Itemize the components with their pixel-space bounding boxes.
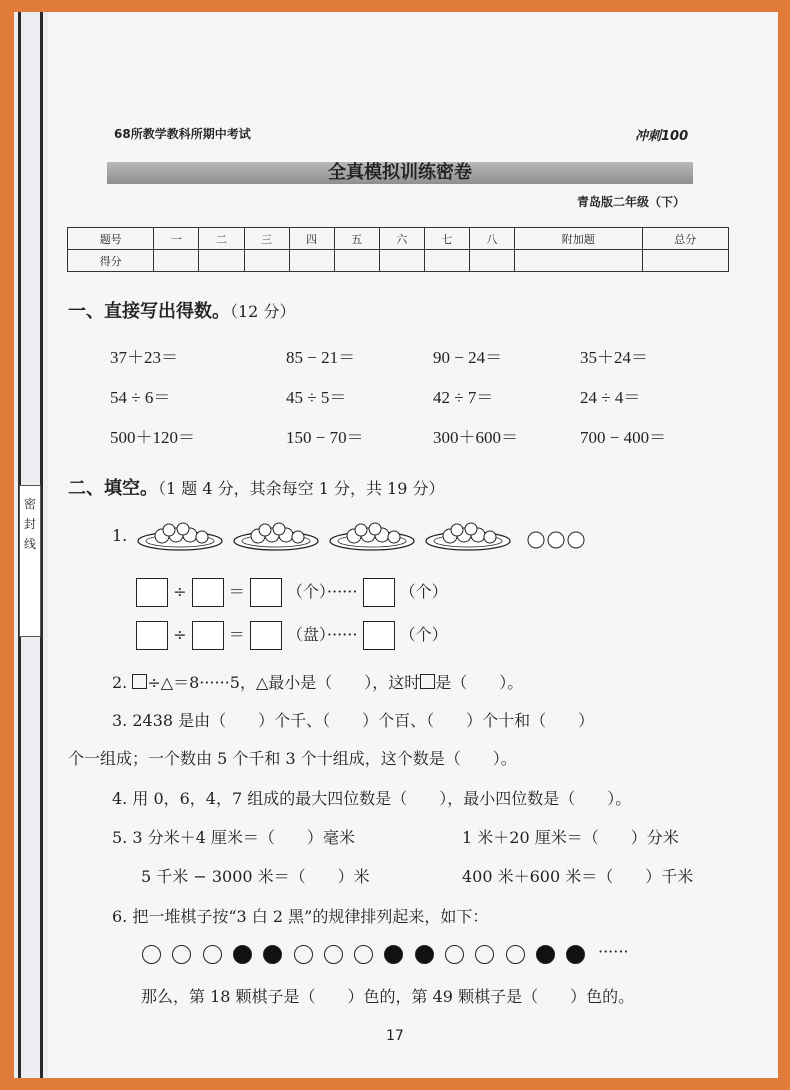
black-stone <box>233 945 252 964</box>
section-2-heading <box>68 474 445 500</box>
table-cell: 题号 <box>68 228 154 250</box>
seal-line-label: 密 封 线 <box>19 485 41 637</box>
score-input-cell[interactable] <box>642 250 728 272</box>
math-problem: 24 ÷ 4＝ <box>580 388 641 407</box>
score-input-cell[interactable] <box>514 250 642 272</box>
unit-label: （个） <box>399 582 448 601</box>
division-row-2 <box>136 621 448 650</box>
table-cell: 六 <box>379 228 424 250</box>
question-4: 4. 用 0，6，4，7 组成的最大四位数是（ ），最小四位数是（ ）。 <box>112 789 632 808</box>
apple-plate-illustration <box>136 521 224 551</box>
question-number: 1. <box>112 526 128 545</box>
question-5-part-a: 5. 3 分米＋4 厘米＝（ ）毫米 <box>112 828 355 847</box>
white-stone <box>445 945 464 964</box>
math-problem: 42 ÷ 7＝ <box>433 388 494 407</box>
math-problem: 54 ÷ 6＝ <box>110 388 171 407</box>
answer-box[interactable] <box>363 621 395 650</box>
apple-plate-illustration <box>232 521 320 551</box>
question-6-answer: 那么，第 18 颗棋子是（ ）色的，第 49 颗棋子是（ ）色的。 <box>141 987 635 1006</box>
section-title: 二、填空。 <box>68 478 158 499</box>
score-input-cell[interactable] <box>334 250 379 272</box>
score-input-cell[interactable] <box>244 250 289 272</box>
apple-plate-illustration <box>424 521 512 551</box>
question-text: ÷△＝8······5，△最小是（ ），这时 <box>147 673 421 692</box>
math-problem: 45 ÷ 5＝ <box>286 388 347 407</box>
page-title: 全真模拟训练密卷 <box>328 162 472 183</box>
score-table <box>67 227 729 272</box>
answer-box[interactable] <box>250 621 282 650</box>
math-problem: 85 − 21＝ <box>286 348 356 367</box>
question-text: 是（ ）。 <box>435 673 524 692</box>
table-cell: 二 <box>199 228 244 250</box>
question-5-part-d: 400 米＋600 米＝（ ）千米 <box>462 867 694 886</box>
unit-label: （个） <box>399 625 448 644</box>
white-stone <box>294 945 313 964</box>
question-5-part-c: 5 千米 − 3000 米＝（ ）米 <box>141 867 370 886</box>
answer-box[interactable] <box>250 578 282 607</box>
section-1-heading <box>68 297 295 323</box>
operator: ÷ <box>173 625 187 644</box>
table-cell: 七 <box>424 228 469 250</box>
table-cell: 三 <box>244 228 289 250</box>
white-stone <box>324 945 343 964</box>
loose-apples-illustration <box>526 530 590 550</box>
score-input-cell[interactable] <box>379 250 424 272</box>
score-input-cell[interactable] <box>154 250 199 272</box>
title-bar <box>107 162 693 184</box>
black-stone <box>536 945 555 964</box>
table-cell: 八 <box>469 228 514 250</box>
table-cell: 附加题 <box>514 228 642 250</box>
white-stone <box>506 945 525 964</box>
answer-box[interactable] <box>192 621 224 650</box>
black-stone <box>415 945 434 964</box>
question-3-line-2: 个一组成；一个数由 5 个千和 3 个十组成，这个数是（ ）。 <box>68 749 517 768</box>
white-stone <box>142 945 161 964</box>
math-problem: 300＋600＝ <box>433 428 518 447</box>
score-input-cell[interactable] <box>289 250 334 272</box>
section-points: （1 题 4 分，其余每空 1 分，共 19 分） <box>158 479 445 498</box>
question-number: 2. <box>112 673 128 692</box>
operator: ÷ <box>173 582 187 601</box>
score-input-cell[interactable] <box>424 250 469 272</box>
exam-source: 68所教学教科所期中考试 <box>114 127 251 141</box>
section-title: 一、直接写出得数。 <box>68 301 230 322</box>
table-cell: 总分 <box>642 228 728 250</box>
square-symbol <box>420 674 435 689</box>
question-6: 6. 把一堆棋子按“3 白 2 黑”的规律排列起来，如下： <box>112 907 489 926</box>
unit-label: （盘）······ <box>286 625 358 644</box>
edition-label: 青岛版二年级（下） <box>577 195 686 209</box>
math-problem: 500＋120＝ <box>110 428 195 447</box>
ellipsis: ······ <box>598 942 629 961</box>
math-problem: 150 − 70＝ <box>286 428 364 447</box>
score-input-cell[interactable] <box>469 250 514 272</box>
score-table-row <box>68 250 729 272</box>
unit-label: （个）······ <box>286 582 358 601</box>
section-points: （12 分） <box>230 302 296 321</box>
white-stone <box>354 945 373 964</box>
page-number: 17 <box>386 1028 404 1044</box>
division-row-1 <box>136 578 448 607</box>
table-cell: 五 <box>334 228 379 250</box>
math-problem: 35＋24＝ <box>580 348 648 367</box>
white-stone <box>203 945 222 964</box>
answer-box[interactable] <box>192 578 224 607</box>
apple-plate-illustration <box>328 521 416 551</box>
table-cell: 一 <box>154 228 199 250</box>
table-cell: 得分 <box>68 250 154 272</box>
answer-box[interactable] <box>136 621 168 650</box>
score-input-cell[interactable] <box>199 250 244 272</box>
table-cell: 四 <box>289 228 334 250</box>
question-3-line-1: 3. 2438 是由（ ）个千、（ ）个百、（ ）个十和（ ） <box>112 711 595 730</box>
score-table-row <box>68 228 729 250</box>
math-problem: 37＋23＝ <box>110 348 178 367</box>
operator: ＝ <box>228 582 245 601</box>
question-5-part-b: 1 米＋20 厘米＝（ ）分米 <box>462 828 679 847</box>
square-symbol <box>132 674 147 689</box>
answer-box[interactable] <box>136 578 168 607</box>
answer-box[interactable] <box>363 578 395 607</box>
operator: ＝ <box>228 625 245 644</box>
brand-logo-text: 冲刺100 <box>635 129 689 144</box>
math-problem: 700 − 400＝ <box>580 428 667 447</box>
question-2 <box>112 670 523 693</box>
math-problem: 90 − 24＝ <box>433 348 503 367</box>
